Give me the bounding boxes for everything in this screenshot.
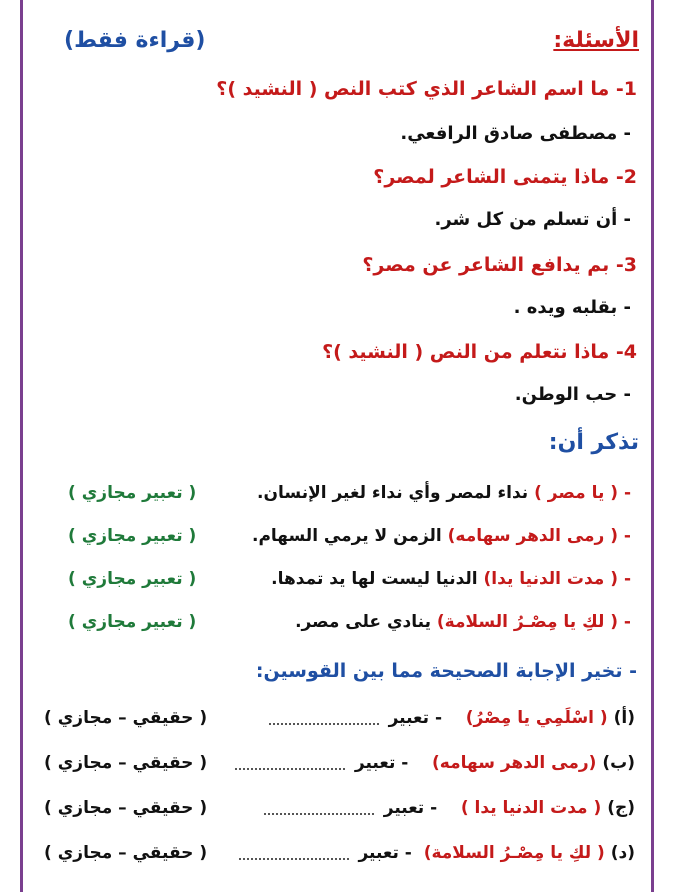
choose-word: - تعبير — [383, 798, 438, 818]
choose-item-2 — [231, 753, 635, 773]
choose-title: - تخير الإجابة الصحيحة مما بين القوسين: — [255, 660, 637, 682]
choose-word: - تعبير — [354, 753, 409, 773]
answer-blank[interactable] — [264, 801, 374, 815]
remember-phrase: - ( رمى الدهر سهامه) — [447, 526, 631, 546]
choose-phrase: ( مدت الدنيا يدا ) — [460, 798, 602, 818]
remember-item-3 — [271, 569, 631, 589]
answer-blank[interactable] — [239, 846, 349, 860]
question-3: 3- بم يدافع الشاعر عن مصر؟ — [362, 254, 637, 276]
remember-explanation: الدنيا ليست لها يد تمدها. — [271, 569, 478, 589]
remember-phrase: - ( لكِ يا مِصْـرُ السلامة) — [436, 612, 631, 632]
remember-tag-2: ( تعبير مجازي ) — [68, 526, 197, 546]
choose-label: (د) — [610, 843, 635, 863]
choose-label: (ب) — [602, 753, 635, 773]
remember-tag-1: ( تعبير مجازي ) — [68, 483, 197, 503]
choose-item-1 — [265, 708, 635, 728]
question-2: 2- ماذا يتمنى الشاعر لمصر؟ — [373, 166, 637, 188]
remember-item-1 — [257, 483, 631, 503]
read-only-note: (قراءة فقط) — [64, 28, 206, 53]
answer-3: - بقلبه ويده . — [513, 297, 631, 318]
remember-tag-4: ( تعبير مجازي ) — [68, 612, 197, 632]
choose-item-4 — [235, 843, 635, 863]
questions-title: الأسئلة: — [553, 28, 639, 53]
remember-explanation: نداء لمصر وأي نداء لغير الإنسان. — [257, 483, 529, 503]
remember-phrase: - ( يا مصر ) — [534, 483, 631, 503]
choose-options-3: ( حقيقي – مجازي ) — [44, 798, 208, 818]
answer-blank[interactable] — [235, 756, 345, 770]
choose-word: - تعبير — [388, 708, 443, 728]
choose-phrase: ( لكِ يا مِصْـرُ السلامة) — [423, 843, 605, 863]
choose-item-3 — [260, 798, 635, 818]
remember-phrase: - ( مدت الدنيا يدا) — [483, 569, 631, 589]
remember-tag-3: ( تعبير مجازي ) — [68, 569, 197, 589]
remember-item-4 — [295, 612, 631, 632]
answer-2: - أن تسلم من كل شر. — [434, 209, 631, 230]
remember-explanation: ينادي على مصر. — [295, 612, 431, 632]
answer-1: - مصطفى صادق الرافعي. — [400, 123, 631, 144]
choose-phrase: (رمى الدهر سهامه) — [432, 753, 597, 773]
remember-explanation: الزمن لا يرمي السهام. — [251, 526, 442, 546]
choose-options-2: ( حقيقي – مجازي ) — [44, 753, 208, 773]
answer-blank[interactable] — [269, 711, 379, 725]
choose-options-4: ( حقيقي – مجازي ) — [44, 843, 208, 863]
choose-label: (أ) — [613, 708, 635, 728]
remember-title: تذكر أن: — [548, 430, 639, 455]
choose-label: (ج) — [607, 798, 635, 818]
remember-item-2 — [252, 526, 631, 546]
choose-options-1: ( حقيقي – مجازي ) — [44, 708, 208, 728]
choose-word: - تعبير — [358, 843, 412, 863]
answer-4: - حب الوطن. — [514, 384, 631, 405]
choose-phrase: ( اسْلَمِي يا مِصْرُ) — [465, 708, 608, 728]
question-4: 4- ماذا نتعلم من النص ( النشيد )؟ — [322, 341, 637, 363]
question-1: 1- ما اسم الشاعر الذي كتب النص ( النشيد )؟ — [216, 78, 637, 100]
